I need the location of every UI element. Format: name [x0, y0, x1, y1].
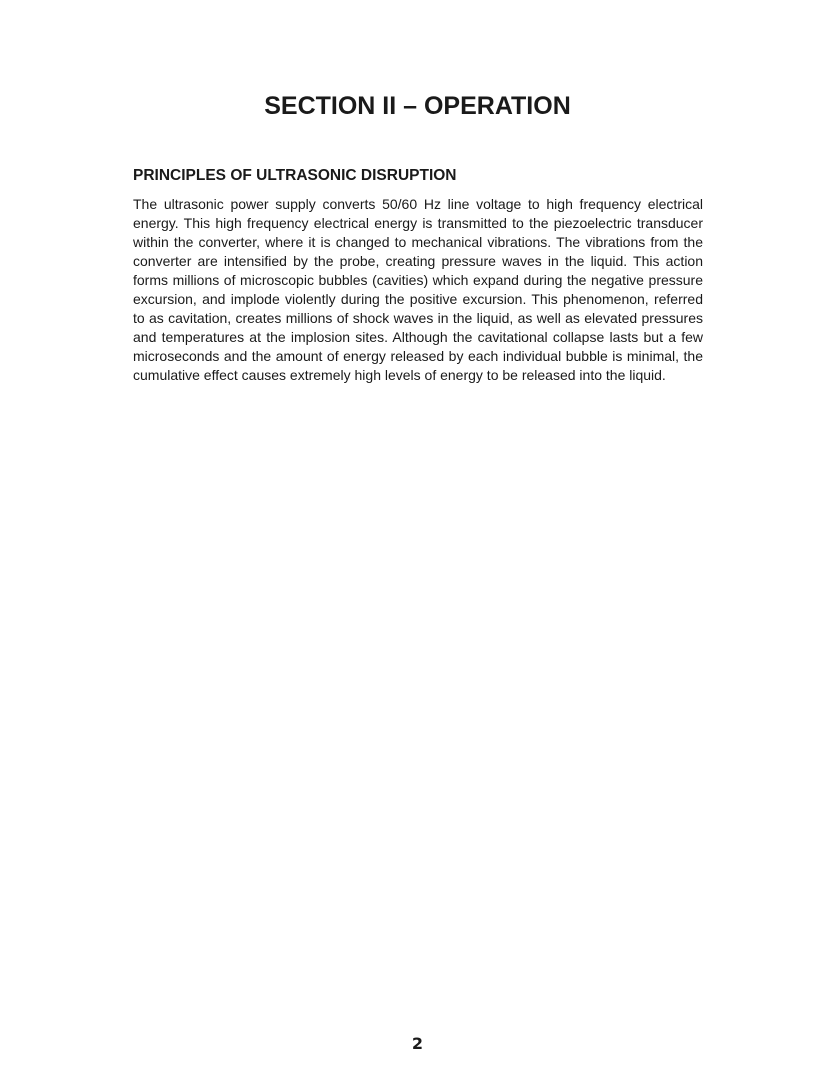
body-paragraph: The ultrasonic power supply converts 50/60 Hz line voltage to high frequency electrical energy. This high frequency electrical energy is transmitted to the piezoelectric transducer within the converter, where it is changed to mechanical vibrations. The vibrations from the converter are intensified by the probe, creating pressure waves in the liquid. This action forms millions of microscopic bubbles (cavities) which expand during the negative pressure excursion, and implode violently during the positive excursion. This phenomenon, referred to as cavitation, creates millions of shock waves in the liquid, as well as elevated pressures and temperatures at the implosion sites. Although the cavitational collapse lasts but a few microseconds and the amount of energy released by each individual bubble is minimal, the cumulative effect causes extremely high levels of energy to be released into the liquid.	[133, 196, 703, 383]
subsection-title: PRINCIPLES OF ULTRASONIC DISRUPTION	[133, 167, 457, 184]
section-title: SECTION II – OPERATION	[264, 92, 571, 120]
page-number: 2	[411, 1034, 424, 1053]
